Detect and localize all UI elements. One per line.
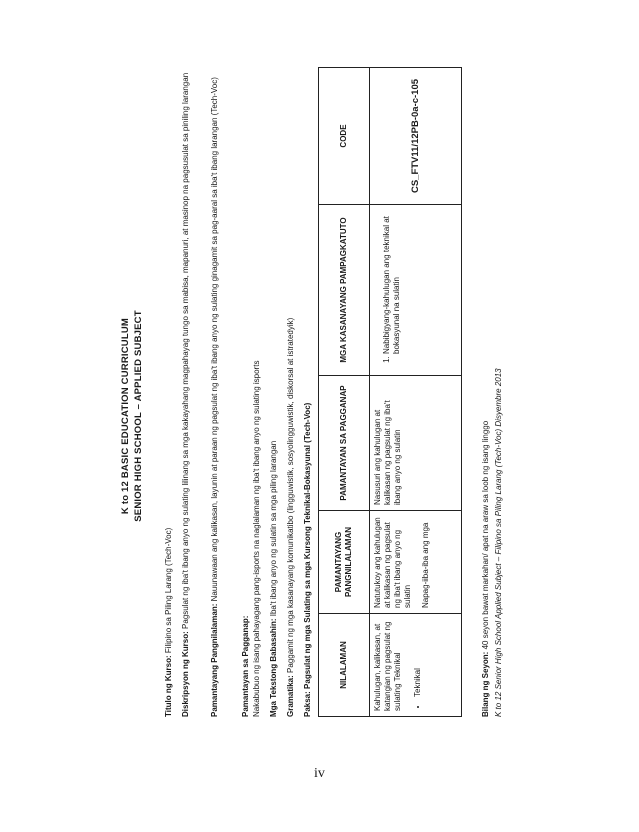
pangnilalaman-text-1: Natutukoy ang kahulugan at kalikasan ng pagsulat ng iba't ibang anyo ng sulatin <box>373 517 412 608</box>
kasanayan-list <box>382 210 402 370</box>
gramatika-line <box>285 67 296 717</box>
titulo-line <box>163 67 174 717</box>
babasahin-label: Mga Tekstong Babasahin: <box>269 618 278 717</box>
pagganap-line <box>240 67 262 717</box>
deskripsyon-label: Diskripsyon ng Kurso: <box>181 631 190 717</box>
pamantayang-label: Pamantayang Pangnilalaman: <box>210 603 219 717</box>
paksa-line <box>302 67 313 717</box>
header-pamantayan-sa-pagganap: PAMANTAYAN SA PAGGANAP <box>319 376 370 511</box>
bilang-label: Bilang ng Seyon: <box>481 651 490 717</box>
cell-code: CS_FTV11/12PB-0a-c-105 <box>370 68 462 205</box>
curriculum-title: K to 12 BASIC EDUCATION CURRICULUM <box>120 317 131 515</box>
babasahin-line <box>268 67 279 717</box>
nilalaman-bullet: • Teknikal <box>413 619 423 697</box>
header-pamantayang-pangnilalaman: PAMANTAYANG PANGNILALAMAN <box>319 511 370 614</box>
pagganap-label: Pamantayan sa Pagganap: <box>241 615 250 717</box>
cell-nilalaman <box>370 614 462 717</box>
header-code: CODE <box>319 68 370 205</box>
header-mga-kasanayang-pampagkatuto: MGA KASANAYANG PAMPAGKATUTO <box>319 205 370 376</box>
babasahin-value: Iba't ibang anyo ng sulatin sa mga piling larangan <box>269 440 278 617</box>
gramatika-label: Gramatika: <box>286 675 295 717</box>
titulo-label: Titulo ng Kurso: <box>164 655 173 717</box>
table-row <box>370 68 462 717</box>
gramatika-value: Paggamit ng mga kasanayang komunikatibo (lingguwistik, sosyolingguwistik, diskorsal at istratedyik) <box>286 317 295 673</box>
kasanayan-item: 1. Nabibigyang-kahulugan ang teknikal at bokasyunal na sulatin <box>382 210 402 354</box>
page-number: iv <box>314 766 325 781</box>
pagganap-value: Nakabubuo ng isang pahayagang pang-isports na naglalaman ng iba't ibang anyo ng sulating isports <box>252 360 261 717</box>
paksa-value: Pagsulat ng mga Sulating sa mga Kursong Teknikal-Bokasyunal (Tech-Voc) <box>303 402 312 689</box>
pamantayang-line <box>209 67 220 717</box>
table-header-row <box>319 68 370 717</box>
deskripsyon-line <box>180 67 191 717</box>
bilang-value: 40 seyon bawat markahan/ apat na araw sa loob ng isang linggo <box>481 420 490 650</box>
paksa-label: Paksa: <box>303 691 312 717</box>
cell-pagganap <box>370 376 462 511</box>
curriculum-subtitle: SENIOR HIGH SCHOOL – APPLIED SUBJECT <box>133 310 144 522</box>
pagganap-text: Nasusuri ang kahulugan at kalikasan ng pagsulat ng iba't ibang anyo ng sulatin <box>373 400 402 505</box>
subject-footer: K to 12 Senior High School Applied Subject – Filipino sa Piling Larang (Tech-Voc) Disyembre 2013 <box>494 368 503 717</box>
cell-pangnilalaman <box>370 511 462 614</box>
titulo-value: Filipino sa Piling Larang (Tech-Voc) <box>164 527 173 654</box>
curriculum-table <box>318 67 462 717</box>
nilalaman-list <box>413 619 423 711</box>
header-nilalaman: NILALAMAN <box>319 614 370 717</box>
cell-kasanayan <box>370 205 462 376</box>
bilang-line <box>481 421 490 717</box>
pangnilalaman-text-2: Napag-iiba-iba ang mga <box>421 522 430 608</box>
nilalaman-text: Kahulugan, kalikasan, at katangian ng pagsulat ng sulating Teknikal <box>373 621 402 711</box>
deskripsyon-value: Pagsulat ng iba't ibang anyo ng sulating lilinang sa mga kakayahang magpahayag tungo sa mabisa, mapanuri, at masinop na pagsusulat sa piniling larangan <box>181 72 190 629</box>
pamantayang-value: Nauunawaan ang kalikasan, layunin at paraan ng pagsulat ng iba't ibang anyo ng sulating ginagamit sa pag-aaral sa iba't ibang larangan (Tech-Voc) <box>210 77 219 602</box>
